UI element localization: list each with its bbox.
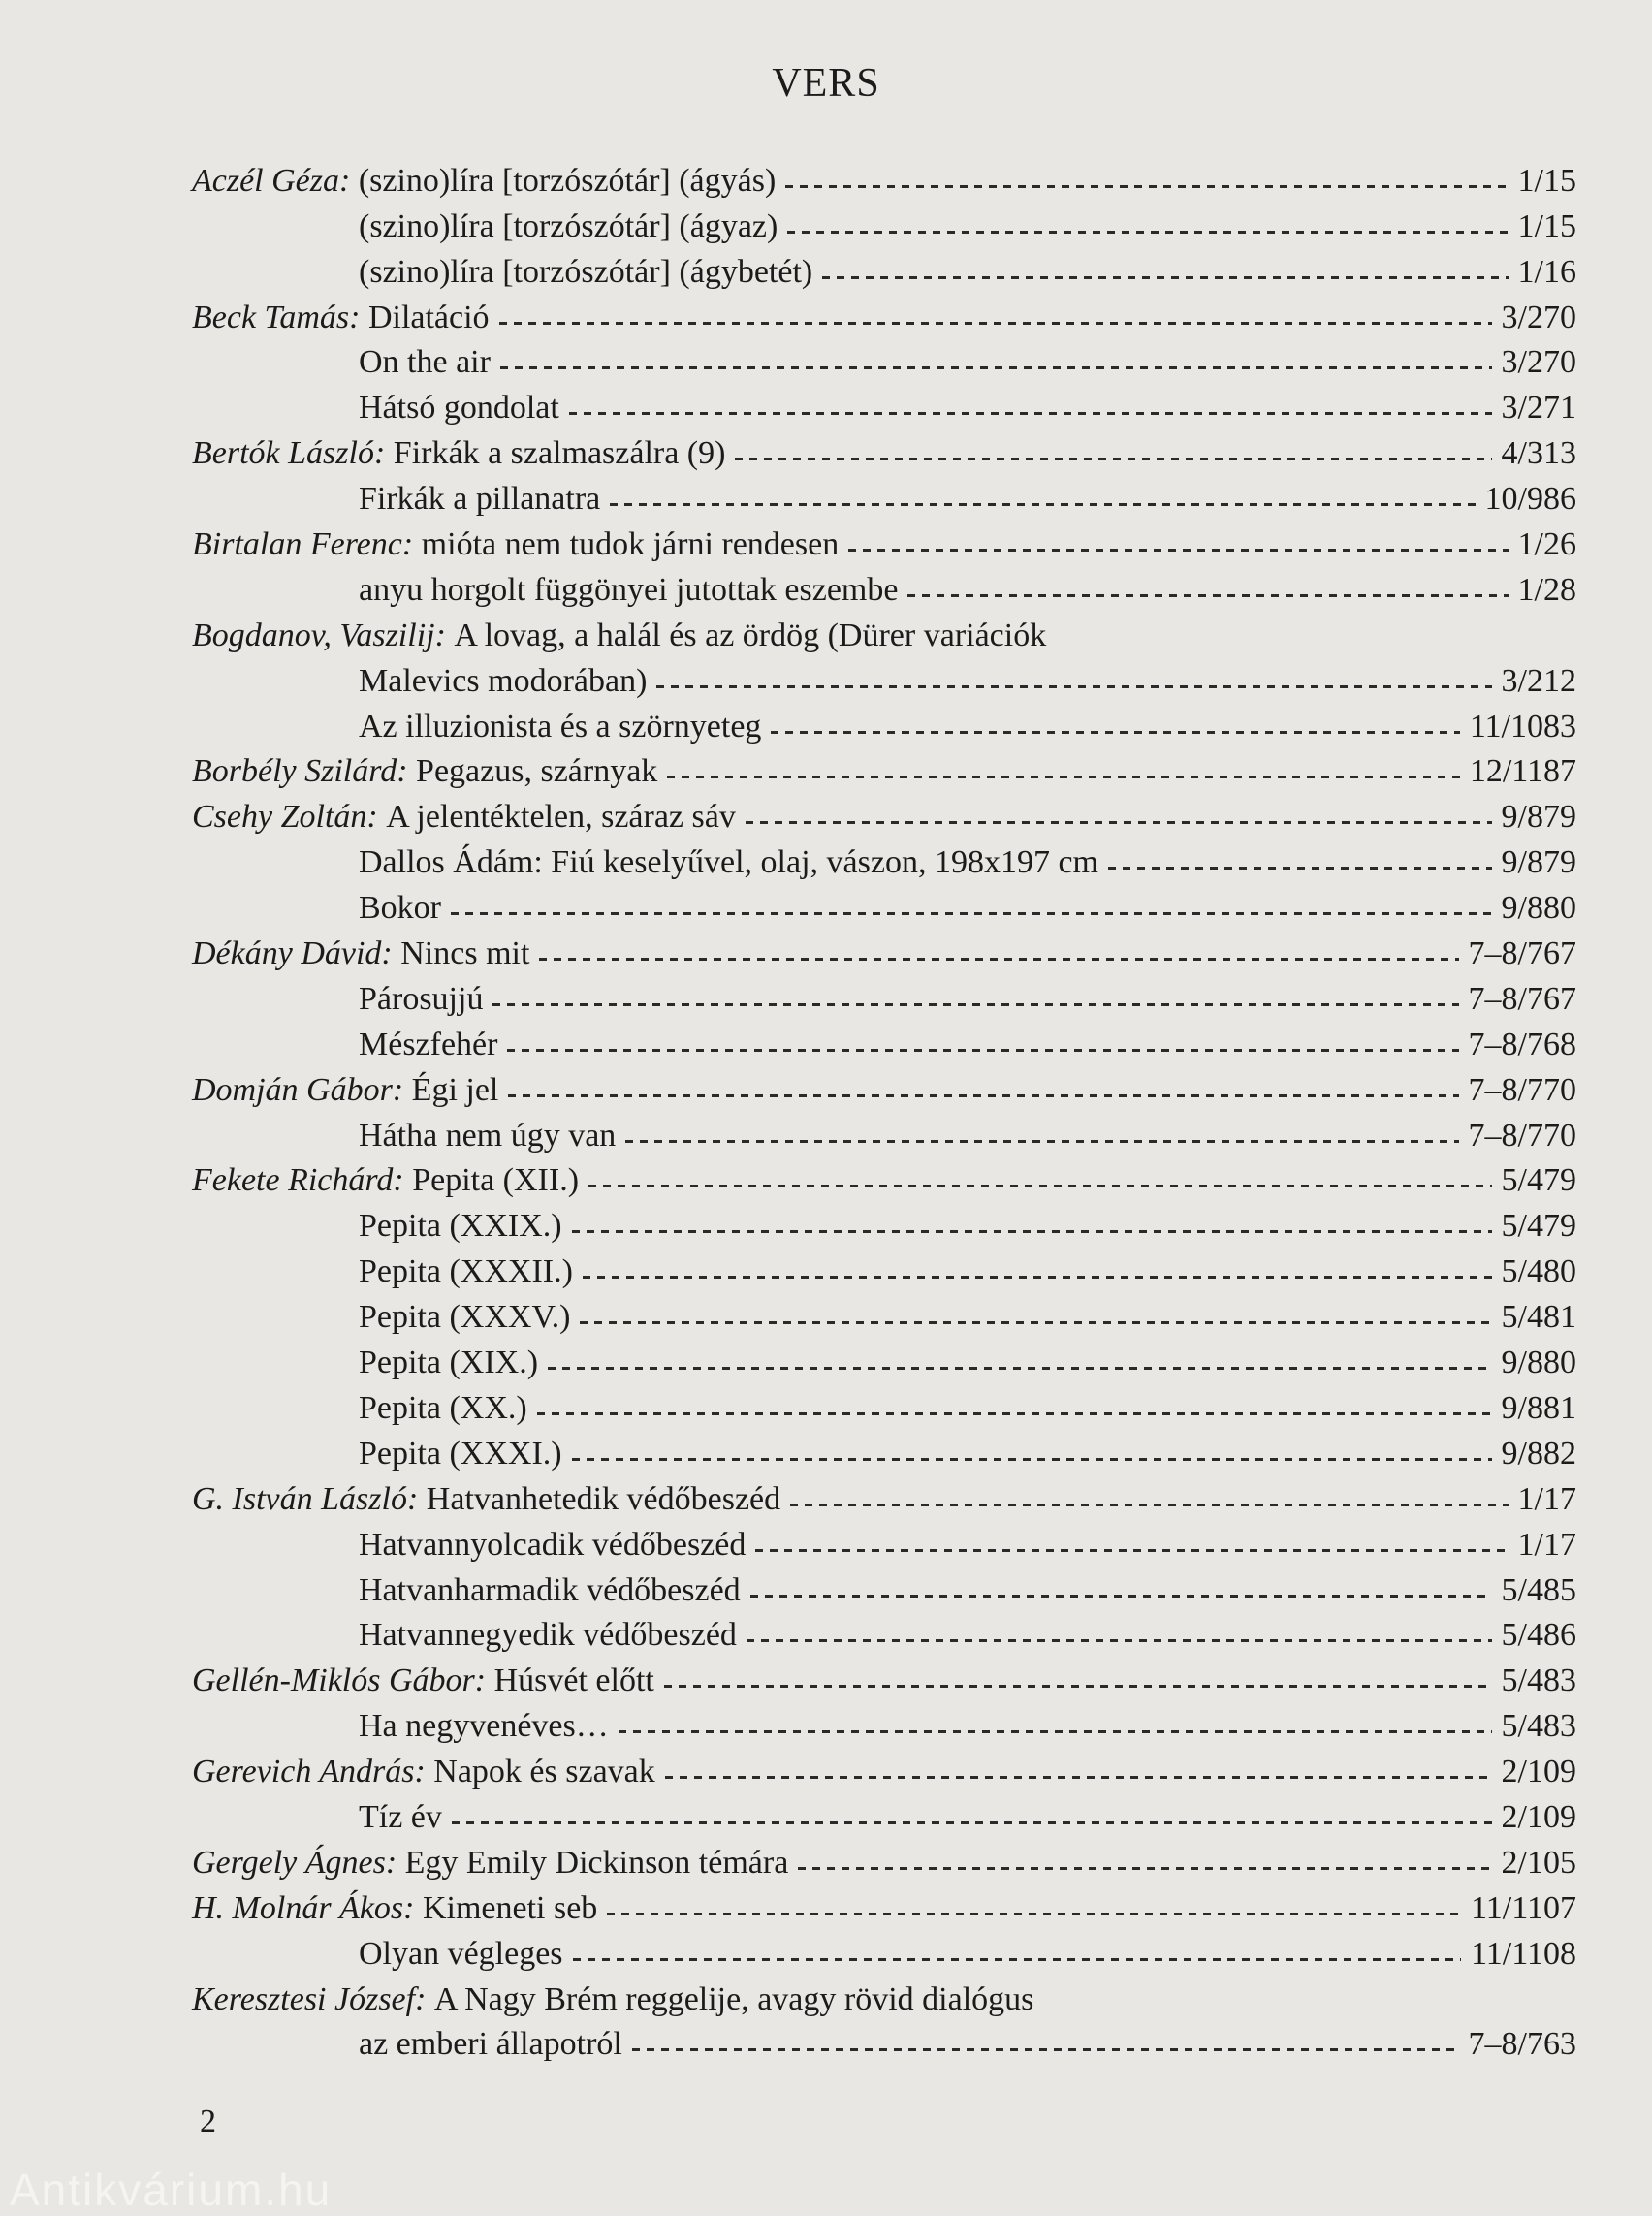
entry-author: Dékány Dávid:	[192, 935, 393, 972]
toc-entry	[192, 973, 1576, 1019]
entry-title: Tíz év	[359, 1798, 442, 1835]
entry-page-ref: 7–8/770	[1468, 1117, 1576, 1154]
entry-page-ref: 4/313	[1501, 435, 1576, 472]
entry-title: Pepita (XXIX.)	[359, 1208, 562, 1245]
entry-title: A Nagy Brém reggelije, avagy rövid dialógus	[433, 1980, 1034, 2017]
entry-page-ref: 12/1187	[1469, 753, 1576, 790]
entry-title: Égi jel	[411, 1071, 499, 1108]
entry-page-ref: 5/485	[1501, 1571, 1576, 1608]
dotted-leader	[452, 1821, 1492, 1824]
entry-author: Fekete Richárd:	[192, 1162, 404, 1199]
dotted-leader	[1108, 867, 1492, 870]
entry-page-ref: 5/483	[1501, 1708, 1576, 1745]
entry-title: A lovag, a halál és az ördög (Dürer variációk	[454, 617, 1047, 653]
entry-author: Gergely Ágnes:	[192, 1844, 397, 1881]
entry-page-ref: 1/28	[1517, 571, 1576, 608]
entry-page-ref: 3/270	[1501, 299, 1576, 335]
entry-author: Bogdanov, Vaszilij:	[192, 617, 446, 653]
toc-entry	[192, 519, 1576, 564]
dotted-leader	[664, 1685, 1492, 1688]
entry-title: Párosujjú	[359, 980, 484, 1017]
entry-title: (szino)líra [torzószótár] (ágyás)	[358, 162, 777, 199]
entry-author: Aczél Géza:	[192, 162, 351, 199]
dotted-leader	[798, 1867, 1491, 1870]
dotted-leader	[508, 1094, 1458, 1097]
dotted-leader	[569, 412, 1492, 415]
page-title: VERS	[772, 61, 880, 106]
entry-title: (szino)líra [torzószótár] (ágyaz)	[359, 207, 778, 244]
entry-page-ref: 7–8/770	[1468, 1071, 1576, 1108]
entry-title: Ha negyvenéves…	[359, 1708, 609, 1745]
dotted-leader	[451, 912, 1492, 915]
toc-entry	[192, 155, 1576, 201]
toc-entry	[192, 1700, 1576, 1746]
watermark: Antikvárium.hu	[10, 2165, 333, 2215]
dotted-leader	[907, 594, 1508, 597]
toc-entry	[192, 201, 1576, 246]
entry-title: On the air	[359, 344, 491, 381]
toc-entry	[192, 1746, 1576, 1791]
entry-author: Domján Gábor:	[192, 1071, 404, 1108]
entry-page-ref: 1/17	[1517, 1526, 1576, 1563]
dotted-leader	[588, 1185, 1492, 1187]
toc-entry	[192, 746, 1576, 792]
entry-page-ref: 5/479	[1501, 1162, 1576, 1199]
dotted-leader	[583, 1276, 1492, 1279]
toc-entry	[192, 1610, 1576, 1656]
entry-page-ref: 7–8/768	[1468, 1026, 1576, 1062]
toc-entry	[192, 1791, 1576, 1837]
toc-entry	[192, 2019, 1576, 2065]
toc-entry	[192, 1883, 1576, 1928]
toc-entry	[192, 292, 1576, 337]
entry-page-ref: 5/486	[1501, 1617, 1576, 1654]
toc-entry	[192, 791, 1576, 837]
entry-page-ref: 9/881	[1501, 1389, 1576, 1426]
toc-entry	[192, 837, 1576, 882]
dotted-leader	[667, 776, 1460, 778]
entry-title: Pepita (XII.)	[412, 1162, 580, 1199]
entry-title: A jelentéktelen, száraz sáv	[386, 799, 736, 836]
dotted-leader	[656, 685, 1491, 688]
entry-page-ref: 11/1083	[1469, 708, 1576, 744]
entry-page-ref: 1/15	[1517, 207, 1576, 244]
entry-title: Hatvannyolcadik védőbeszéd	[359, 1526, 747, 1563]
dotted-leader	[790, 1504, 1508, 1506]
toc-entry	[192, 1928, 1576, 1974]
entry-page-ref: 3/212	[1501, 662, 1576, 699]
entry-author: Birtalan Ferenc:	[192, 526, 414, 563]
toc-entry	[192, 1837, 1576, 1883]
entry-author: Gellén-Miklós Gábor:	[192, 1662, 487, 1699]
entry-author: Csehy Zoltán:	[192, 799, 378, 836]
entry-title: Az illuzionista és a szörnyeteg	[359, 708, 762, 744]
entry-title: Pepita (XXXII.)	[359, 1253, 573, 1290]
entry-page-ref: 3/271	[1501, 390, 1576, 427]
dotted-leader	[625, 1140, 1458, 1143]
dotted-leader	[507, 1049, 1458, 1052]
dotted-leader	[573, 1958, 1462, 1961]
entry-title: Pepita (XXXV.)	[359, 1299, 571, 1336]
entry-title: Pepita (XX.)	[359, 1389, 527, 1426]
entry-page-ref: 9/882	[1501, 1435, 1576, 1472]
entry-title: Húsvét előtt	[493, 1662, 654, 1699]
toc-entry	[192, 564, 1576, 610]
entry-page-ref: 9/879	[1501, 799, 1576, 836]
entry-title: Hatvanharmadik védőbeszéd	[359, 1571, 741, 1608]
entry-title: Pegazus, szárnyak	[416, 753, 658, 790]
entry-page-ref: 9/879	[1501, 844, 1576, 881]
entry-title: Napok és szavak	[433, 1754, 655, 1790]
toc-entry	[192, 1974, 1576, 2019]
toc-entry	[192, 882, 1576, 928]
entry-author: G. István László:	[192, 1480, 419, 1517]
toc-entry	[192, 246, 1576, 292]
entry-page-ref: 7–8/767	[1468, 980, 1576, 1017]
dotted-leader	[755, 1549, 1508, 1552]
entry-title: Hátsó gondolat	[359, 390, 559, 427]
toc-entry	[192, 1655, 1576, 1700]
entry-title: Firkák a pillanatra	[359, 481, 601, 518]
dotted-leader	[610, 503, 1475, 506]
entry-page-ref: 5/481	[1501, 1299, 1576, 1336]
entry-title: Dallos Ádám: Fiú keselyűvel, olaj, vászon, 198x197 cm	[359, 844, 1098, 881]
entry-title: Bokor	[359, 890, 441, 927]
dotted-leader	[785, 185, 1508, 188]
entry-title: Pepita (XXXI.)	[359, 1435, 562, 1472]
dotted-leader	[492, 1003, 1458, 1006]
toc-entry	[192, 610, 1576, 655]
entry-title: anyu horgolt függönyei jutottak eszembe	[359, 571, 899, 608]
toc-entry	[192, 1291, 1576, 1337]
entry-title: Dilatáció	[367, 299, 490, 335]
table-of-contents	[192, 155, 1576, 2064]
entry-title: Firkák a szalmaszálra (9)	[393, 435, 726, 472]
entry-page-ref: 5/480	[1501, 1253, 1576, 1290]
toc-entry	[192, 1337, 1576, 1382]
dotted-leader	[746, 821, 1492, 824]
entry-page-ref: 1/15	[1517, 162, 1576, 199]
entry-title: Egy Emily Dickinson témára	[404, 1844, 789, 1881]
toc-entry	[192, 1064, 1576, 1110]
entry-title: Hatvannegyedik védőbeszéd	[359, 1617, 737, 1654]
entry-author: Beck Tamás:	[192, 299, 361, 335]
entry-page-ref: 11/1108	[1471, 1935, 1576, 1972]
dotted-leader	[619, 1730, 1492, 1733]
entry-author: Bertók László:	[192, 435, 386, 472]
toc-entry	[192, 701, 1576, 746]
entry-title: (szino)líra [torzószótár] (ágybetét)	[359, 253, 813, 290]
entry-page-ref: 9/880	[1501, 890, 1576, 927]
dotted-leader	[572, 1230, 1492, 1233]
dotted-leader	[632, 2048, 1459, 2051]
dotted-leader	[787, 231, 1508, 234]
toc-entry	[192, 1246, 1576, 1291]
toc-entry	[192, 473, 1576, 519]
entry-page-ref: 5/479	[1501, 1208, 1576, 1245]
toc-entry	[192, 427, 1576, 473]
entry-page-ref: 2/109	[1501, 1754, 1576, 1790]
entry-title: Pepita (XIX.)	[359, 1345, 539, 1381]
toc-entry	[192, 337, 1576, 383]
entry-page-ref: 9/880	[1501, 1345, 1576, 1381]
entry-page-ref: 7–8/767	[1468, 935, 1576, 972]
dotted-leader	[539, 958, 1458, 961]
entry-page-ref: 7–8/763	[1468, 2026, 1576, 2063]
entry-title: mióta nem tudok járni rendesen	[421, 526, 840, 563]
entry-author: Gerevich András:	[192, 1754, 426, 1790]
dotted-leader	[735, 458, 1491, 460]
dotted-leader	[747, 1639, 1492, 1642]
entry-page-ref: 11/1107	[1471, 1889, 1576, 1926]
toc-entry	[192, 1473, 1576, 1519]
entry-title: Malevics modorában)	[359, 662, 648, 699]
entry-page-ref: 10/986	[1484, 481, 1576, 518]
page-number: 2	[200, 2104, 216, 2139]
toc-entry	[192, 1565, 1576, 1610]
dotted-leader	[822, 276, 1508, 279]
toc-entry	[192, 1155, 1576, 1201]
entry-author: Borbély Szilárd:	[192, 753, 408, 790]
toc-entry	[192, 1382, 1576, 1428]
entry-page-ref: 1/16	[1517, 253, 1576, 290]
toc-entry	[192, 1200, 1576, 1246]
toc-entry	[192, 1519, 1576, 1565]
dotted-leader	[665, 1776, 1492, 1779]
dotted-leader	[572, 1458, 1492, 1461]
dotted-leader	[499, 322, 1492, 325]
entry-page-ref: 5/483	[1501, 1662, 1576, 1699]
entry-title: Nincs mit	[400, 935, 530, 972]
dotted-leader	[500, 366, 1492, 369]
dotted-leader	[537, 1412, 1492, 1415]
dotted-leader	[750, 1595, 1492, 1598]
dotted-leader	[607, 1913, 1461, 1915]
entry-page-ref: 3/270	[1501, 344, 1576, 381]
toc-entry	[192, 1019, 1576, 1064]
entry-author: H. Molnár Ákos:	[192, 1889, 415, 1926]
toc-entry	[192, 1110, 1576, 1155]
entry-title: Hátha nem úgy van	[359, 1117, 617, 1154]
dotted-leader	[548, 1367, 1491, 1370]
toc-entry	[192, 928, 1576, 973]
entry-page-ref: 2/109	[1501, 1798, 1576, 1835]
entry-title: az emberi állapotról	[359, 2026, 622, 2063]
entry-title: Mészfehér	[359, 1026, 498, 1062]
toc-entry	[192, 1428, 1576, 1473]
entry-page-ref: 2/105	[1501, 1844, 1576, 1881]
dotted-leader	[848, 549, 1508, 552]
entry-title: Hatvanhetedik védőbeszéd	[426, 1480, 781, 1517]
dotted-leader	[771, 731, 1459, 734]
entry-page-ref: 1/26	[1517, 526, 1576, 563]
toc-entry	[192, 382, 1576, 427]
entry-title: Olyan végleges	[359, 1935, 563, 1972]
entry-title: Kimeneti seb	[422, 1889, 598, 1926]
dotted-leader	[580, 1321, 1491, 1324]
entry-page-ref: 1/17	[1517, 1480, 1576, 1517]
entry-author: Keresztesi József:	[192, 1980, 427, 2017]
toc-entry	[192, 655, 1576, 701]
